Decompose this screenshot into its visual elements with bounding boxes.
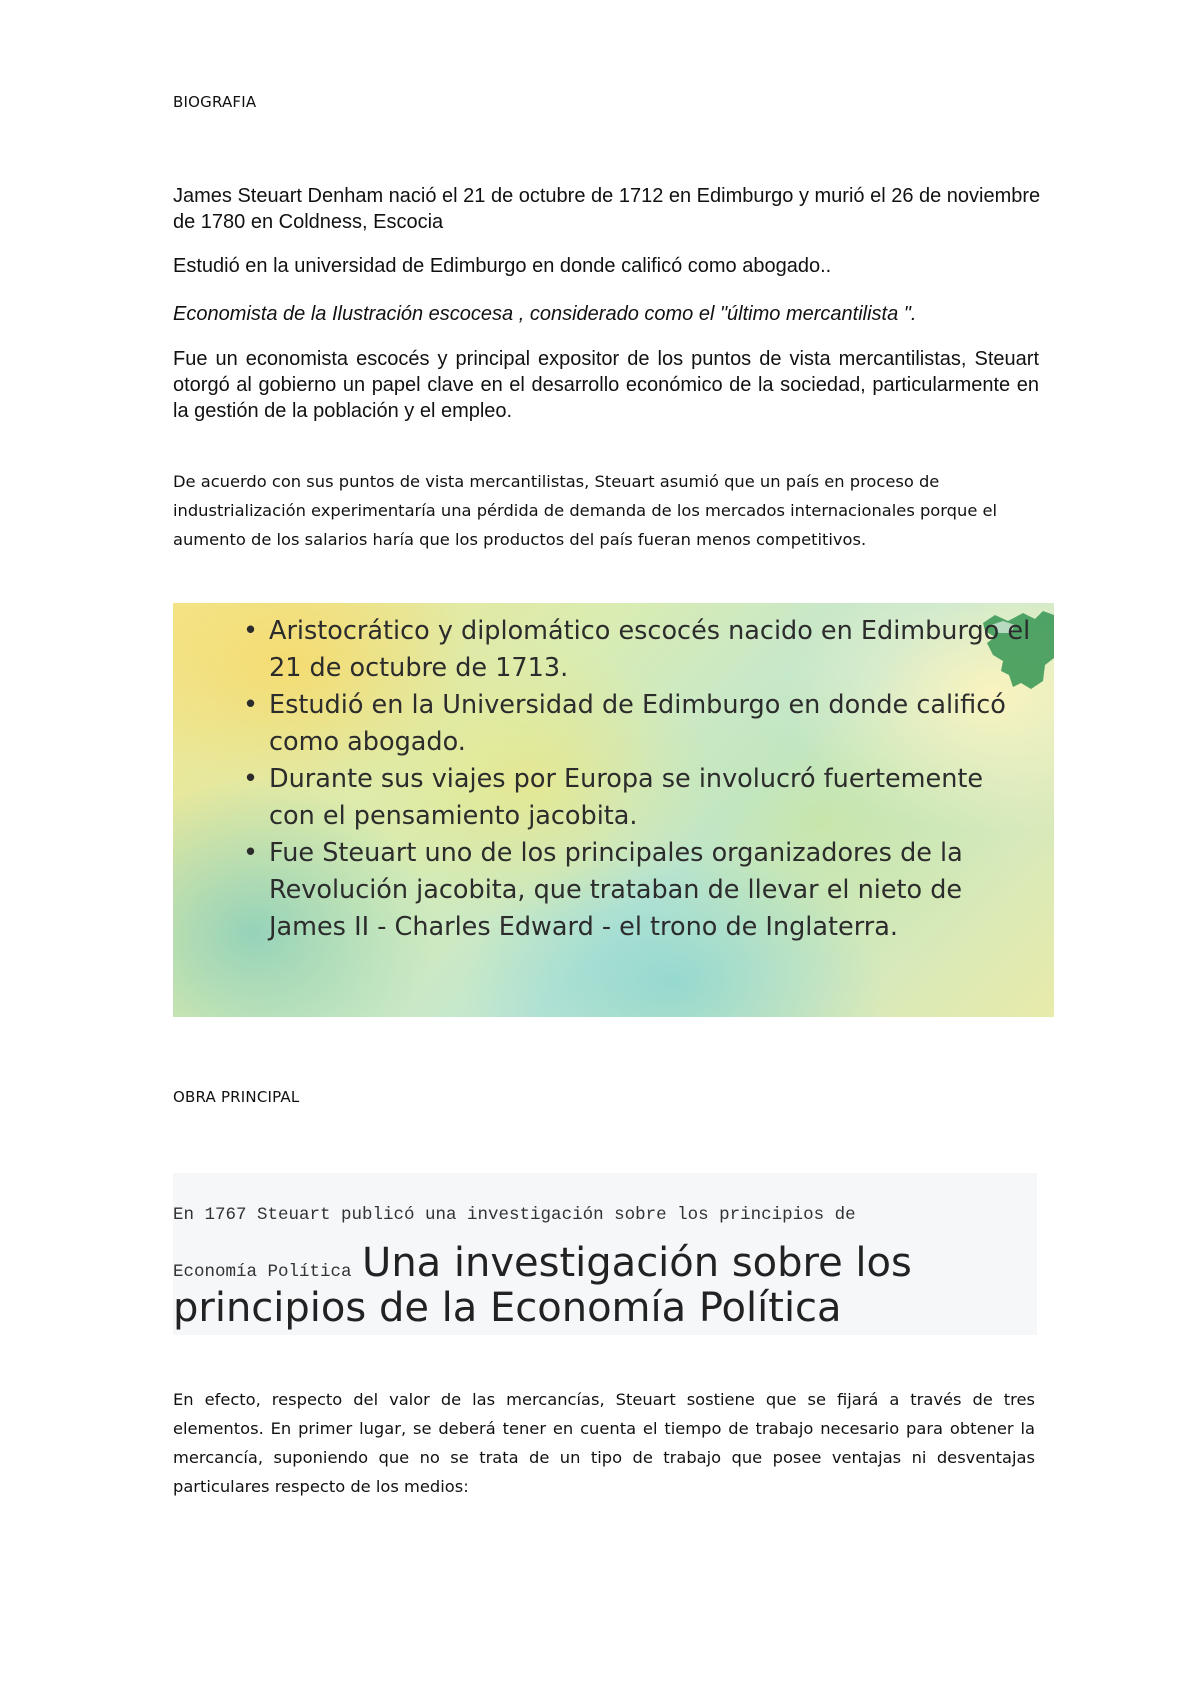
bio-paragraph-5: De acuerdo con sus puntos de vista mercantilistas, Steuart asumió que un país en proceso de industrialización experimentaría una pérdida de demanda de los mercados internacionales porque el aumento de los salarios haría que los productos del país fueran menos competitivos. (173, 472, 998, 549)
slide-bullet-text: Durante sus viajes por Europa se involucró fuertemente con el pensamiento jacobita. (269, 764, 984, 831)
obra-paragraph-1: En efecto, respecto del valor de las mercancías, Steuart sostiene que se fijará a través de tres elementos. En primer lugar, se deberá tener en cuenta el tiempo de trabajo necesario para obtener la mercancía, suponiendo que no se trata de un tipo de trabajo que posee ventajas ni desventajas particulares respecto de los medios: (173, 1390, 1035, 1496)
bio-paragraph-2: Estudió en la universidad de Edimburgo en donde calificó como abogado.. (173, 255, 832, 277)
biography-slide-image (173, 603, 1054, 1017)
bullet-icon: • (243, 616, 259, 646)
slide-bullet-item (243, 613, 1033, 687)
biografia-heading: BIOGRAFIA (173, 93, 257, 111)
obra-mono-line-1: En 1767 Steuart publicó una investigación sobre los principios de (173, 1205, 856, 1225)
slide-bullet-item (243, 687, 1033, 761)
slide-bullet-text: Aristocrático y diplomático escocés nacido en Edimburgo el 21 de octubre de 1713. (269, 616, 1031, 683)
bullet-icon: • (243, 838, 259, 868)
slide-bullet-item (243, 761, 1033, 835)
obra-mono-line-2: Economía Política (173, 1262, 352, 1282)
slide-bullet-item (243, 835, 1033, 946)
bio-paragraph-1: James Steuart Denham nació el 21 de octubre de 1712 en Edimburgo y murió el 26 de noviembre de 1780 en Coldness, Escocia (173, 185, 1041, 233)
slide-bullet-text: Estudió en la Universidad de Edimburgo en donde calificó como abogado. (269, 690, 1006, 757)
bio-paragraph-4: Fue un economista escocés y principal expositor de los puntos de vista mercantilistas, Steuart otorgó al gobierno un papel clave en el desarrollo económico de la sociedad, particularmente en la gestión de la población y el empleo. (173, 348, 1039, 422)
bullet-icon: • (243, 690, 259, 720)
bio-paragraph-3: Economista de la Ilustración escocesa , considerado como el "último mercantilista ". (173, 303, 917, 325)
obra-heading: OBRA PRINCIPAL (173, 1088, 300, 1106)
obra-title-line-1 (173, 1240, 912, 1286)
slide-bullet-text: Fue Steuart uno de los principales organizadores de la Revolución jacobita, que trataban de llevar el nieto de James II - Charles Edward - el trono de Inglaterra. (269, 838, 963, 942)
slide-bullet-list (243, 613, 1033, 946)
obra-title-part-1: Una investigación sobre los (362, 1240, 912, 1286)
obra-title-part-2: principios de la Economía Política (173, 1285, 842, 1331)
bullet-icon: • (243, 764, 259, 794)
